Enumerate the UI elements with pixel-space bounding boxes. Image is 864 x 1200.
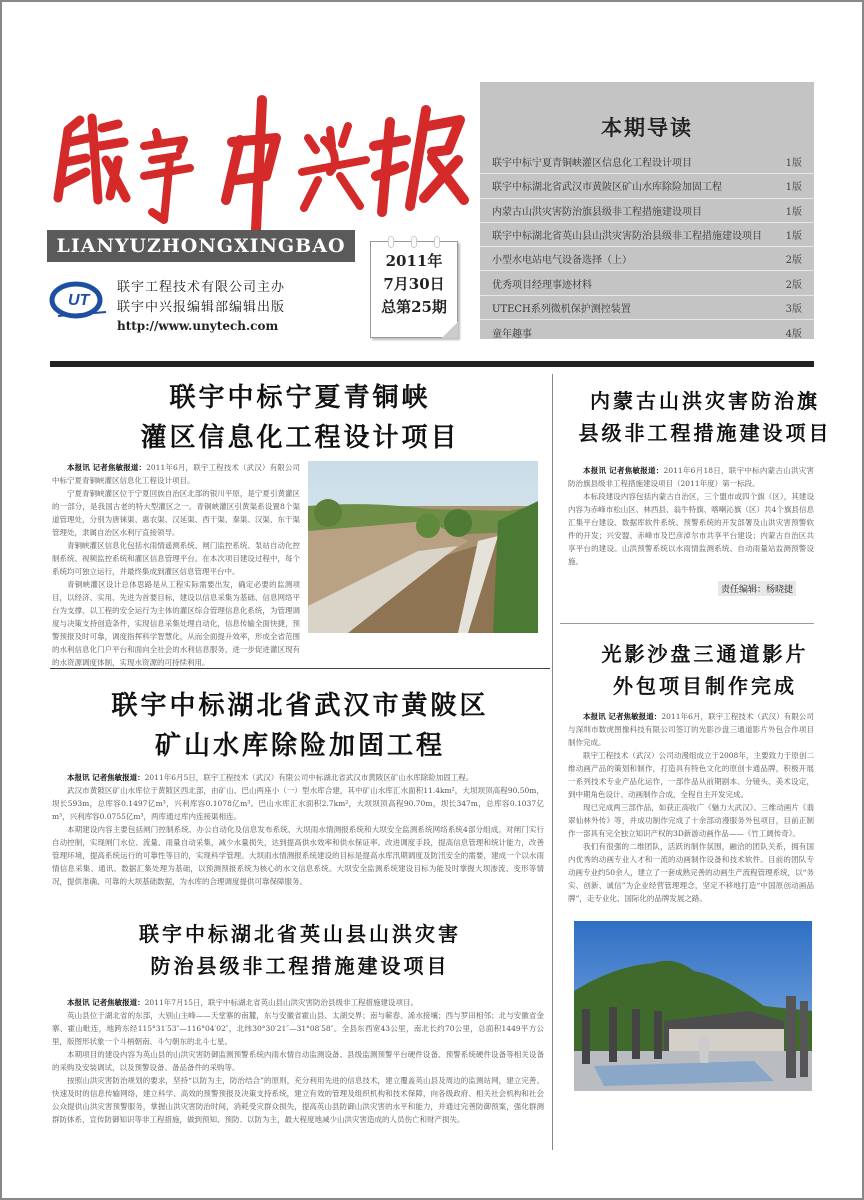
toc-item-page: 3版 bbox=[785, 303, 802, 315]
paragraph: 按照山洪灾害防治规划的要求，坚持“以防为主，防治结合”的原则，充分利用先进的信息技术，建立覆盖英山县及周边的监测站网，建立完善、快速及时的信息传输网络，建立科学、高效的预警预报及决策支持系统，建立有效的管理及组织机构和技术保障，向各级政府、相关社会机构和社会公众提供山洪灾害预警服务，掌握山洪灾害防治时间，消耗受灾群众损失，提高英山县防御山洪灾害的水平和能力，并通过完善防御预案，强化群测群防体系，宣传防御知识等非工程措施，做到预知、预防、以防为主，最大程度地减少山洪灾害造成的人员伤亡和财产损失。 bbox=[52, 1076, 544, 1124]
article-headline-yingshan[interactable] bbox=[50, 918, 550, 982]
issue-number: 总第25期 bbox=[381, 298, 447, 316]
paragraph: 我们有很强的二维团队，活跃的制作氛围，融洽的团队关系，拥有国内优秀的动画专业人才和一流的动画制作设备和技术软件。目前的团队专动画专业约50余人，建立了一套成熟完善的动画生产流程管理系统，以“务实、创新、诚信”为企业经营管理理念，坚定不移地打造“中国原创动画品牌”，走专业化、国际化的品牌发展之路。 bbox=[568, 842, 814, 903]
publisher-line-2: 联宇中兴报编辑部编辑出版 bbox=[117, 300, 286, 315]
paragraph: 2011年6月，联宇工程技术（武汉）有限公司与深圳市数虎图像科技有限公司签订的光影沙盘三通道影片外包合作项目制作完成。 bbox=[568, 712, 814, 747]
canal-image-icon bbox=[308, 461, 538, 633]
ut-logo-icon bbox=[48, 278, 112, 322]
irrigation-canal-photo bbox=[308, 461, 538, 633]
masthead-divider bbox=[50, 361, 814, 367]
article-lead: 本报讯 记者焦敏报道： bbox=[583, 466, 664, 475]
headline-line: 光影沙盘三通道影片 bbox=[601, 642, 809, 666]
article-headline-guangying[interactable] bbox=[560, 638, 850, 702]
headline-line: 防治县级非工程措施建设项目 bbox=[150, 954, 450, 978]
masthead-calligraphy-icon bbox=[40, 80, 470, 230]
paragraph: 英山县位于湖北省的东部，大别山主峰——天堂寨的南麓，东与安徽省霍山县、太湖交界；南与蕲春、浠水接壤；西与罗田相邻；北与安徽省金寨、霍山毗连，地跨东经115°31′53″—116°04′02″，北纬30°30′21″—31°08′58″。全县东西宽43公里，南北长约70公里，总面积1449平方公里，版图形状象一个斗柄朝南、斗勺朝东的北斗七星。 bbox=[52, 1011, 544, 1046]
paragraph: 现已完成两三部作品，如获正高收广《魅力大武汉》、三维动画片《翡翠仙林外传》等，并成功制作完成了十余部动漫服务外包项目，目前正制作一部具有完全独立知识产权的3D新游动画作品——《竹工阔传奇》。 bbox=[568, 803, 814, 838]
courtyard-image-icon bbox=[574, 921, 812, 1091]
headline-line: 外包项目制作完成 bbox=[613, 674, 797, 698]
toc-item-label: 联宇中标湖北省武汉市黄陂区矿山水库除险加固工程 bbox=[492, 182, 722, 194]
toc-item[interactable] bbox=[480, 247, 814, 271]
toc-item-label: 内蒙古山洪灾害防治旗县级非工程措施建设项目 bbox=[492, 206, 702, 218]
website-link[interactable]: http://www.unytech.com bbox=[117, 319, 279, 333]
toc-item-page: 1版 bbox=[785, 206, 802, 218]
article-headline-ningxia[interactable] bbox=[50, 378, 550, 458]
paragraph: 2011年6月18日，联宇中标内蒙古山洪灾害防治旗县级非工程措施建设项目（2011年度）第一标段。 bbox=[568, 466, 814, 488]
article-body-ningxia bbox=[52, 461, 300, 669]
paragraph: 2011年6月，联宇工程技术（武汉）有限公司中标宁夏青铜峡灌区信息化工程设计项目。 bbox=[52, 463, 300, 485]
toc-item-label: 联宇中标宁夏青铜峡灌区信息化工程设计项目 bbox=[492, 158, 692, 170]
calendar-rings-icon bbox=[371, 236, 457, 248]
headline-line: 县级非工程措施建设项目 bbox=[578, 421, 832, 445]
toc-item-label: 小型水电站电气设备选择（上） bbox=[492, 255, 632, 267]
toc-item-page: 2版 bbox=[785, 279, 802, 291]
headline-line: 内蒙古山洪灾害防治旗 bbox=[590, 389, 820, 413]
toc-item-page: 1版 bbox=[785, 231, 802, 243]
issue-date-card bbox=[370, 241, 458, 338]
article-headline-neimenggu[interactable] bbox=[560, 385, 850, 449]
article-lead: 本报讯 记者焦敏报道： bbox=[67, 463, 147, 472]
toc-item[interactable] bbox=[480, 174, 814, 198]
article-lead: 本报讯 记者焦敏报道： bbox=[67, 773, 145, 782]
table-of-contents bbox=[480, 82, 814, 339]
svg-text:UT: UT bbox=[68, 292, 90, 309]
publisher-line-1: 联宇工程技术有限公司主办 bbox=[117, 280, 286, 295]
sand-table-render-photo bbox=[574, 921, 812, 1091]
article-body-wuhan bbox=[52, 771, 544, 888]
article-body-guangying bbox=[568, 710, 814, 905]
paragraph: 本期建设内容主要包括闸门控制系统、办公自动化及信息发布系统、大坝雨水情测报系统和大坝安全监测系统网络系统4部分组成。对闸门实行自动控制，实现闸门水位、流量、雨量自动采集，减少水量损失，达到提高供水效率和供水保证率。改进调度手段，提高信息管理和统计能力，改善管理环境，提高系统运行的可靠性等目的，实现科学管理。大坝雨水情测报系统建设的目标是提高水库汛期调度及防汛安全的需要，建成一个以水雨情信息采集、通讯、数据汇集处理为基础，以预测预报系统为核心的水文信息系统。大坝安全监测系统建设目标为能及时掌握大坝渗流、变形等情况，提供准确、可靠的大坝基础数据，为水库的合理调度提供可靠保障服务。 bbox=[52, 825, 544, 886]
article-headline-wuhan[interactable] bbox=[50, 686, 550, 766]
company-logo bbox=[48, 278, 112, 322]
article-separator bbox=[50, 668, 550, 669]
headline-line: 矿山水库除险加固工程 bbox=[154, 731, 445, 761]
paragraph: 青铜峡灌区设计总体思路是从工程实际需要出发，确定必要的监测项目，以经济、实用、先进为首要目标，建设以信息采集为基础、信息网络平台为支撑、以工程的安全运行为主体的灌区综合管理信息化系统，为管理调度与决策支持创造条件，实现信息采集处理自动化，信息传输全面快捷，预警预报及时可靠，调度指挥科学智慧化，从而全面提升效率，形成全省范围的水利信息化门户平台和面向全社会的水利信息服务，进一步促进灌区现有的水资源调度体制，实现水资源的可持续利用。 bbox=[52, 580, 300, 667]
toc-item[interactable] bbox=[480, 150, 814, 174]
paragraph: 青铜峡灌区信息化包括水雨情遥测系统、闸门监控系统、泵站自动化控制系统、视频监控系统和灌区信息管理平台。在本次项目建设过程中，每个系统均可独立运行，并最终集成到灌区信息管理平台中。 bbox=[52, 541, 300, 576]
article-body-yingshan bbox=[52, 996, 544, 1126]
issue-year: 2011年 bbox=[385, 252, 443, 270]
paragraph: 联宇工程技术（武汉）公司动漫组成立于2008年，主要致力于原创二维动画产品的策划和制作，打造具有特色文化的原创卡通品牌，积极开展一系列技术专业产品化运作，一部作品从前期剧本、分镜头、美术设定，到中期角色设计、动画制作合成，全程自主开发完成。 bbox=[568, 751, 814, 799]
toc-item-page: 1版 bbox=[785, 182, 802, 194]
article-body-neimenggu bbox=[568, 464, 814, 568]
article-separator bbox=[560, 623, 814, 624]
paragraph: 武汉市黄陂区矿山水库位于黄陂区西北部，由矿山、巴山两座小（一）型水库合建，其中矿山水库汇水面积11.4km²，大坝坝顶高程90.50m，坝长593m，总库容0.1497亿m³，兴利库容0.1078亿m³。巴山水库汇水面积2.7km²，大坝坝顶高程90.70m，坝长347m，总库容0.1037亿m³，兴利库容0.0755亿m³，两库通过库内连接渠相连。 bbox=[52, 786, 544, 821]
toc-item-page: 4版 bbox=[785, 328, 802, 340]
toc-item-label: 童年趣事 bbox=[492, 328, 532, 340]
headline-line: 联宇中标湖北省英山县山洪灾害 bbox=[139, 922, 461, 946]
page-curl-icon bbox=[442, 322, 458, 338]
headline-line: 联宇中标宁夏青铜峡 bbox=[169, 383, 431, 413]
toc-item-page: 1版 bbox=[785, 158, 802, 170]
masthead-pinyin: LIANYUZHONGXINGBAO bbox=[47, 230, 355, 262]
toc-item[interactable] bbox=[480, 271, 814, 295]
toc-item-label: UTECH系列微机保护测控装置 bbox=[492, 303, 631, 315]
editor-credit: 责任编辑：杨晓捷 bbox=[718, 581, 796, 596]
headline-line: 联宇中标湖北省武汉市黄陂区 bbox=[111, 691, 489, 721]
toc-title: 本期导读 bbox=[601, 116, 693, 140]
paragraph: 本期项目的建设内容为英山县的山洪灾害防御监测预警系统内雨水情自动监测设备、县级监测预警平台硬件设备、预警系统硬件设备等相关设备的采购及安装调试，以及预警设备、备品备件的采购等。 bbox=[52, 1050, 544, 1072]
paragraph: 2011年6月5日，联宇工程技术（武汉）有限公司中标湖北省武汉市黄陂区矿山水库除险加固工程。 bbox=[144, 773, 474, 782]
issue-date: 7月30日 bbox=[383, 275, 445, 293]
toc-item[interactable] bbox=[480, 296, 814, 320]
toc-item[interactable] bbox=[480, 320, 814, 344]
paragraph: 2011年7月15日，联宇中标湖北省英山县山洪灾害防治县级非工程措施建设项目。 bbox=[144, 998, 419, 1007]
article-lead: 本报讯 记者焦敏报道： bbox=[67, 998, 145, 1007]
toc-item-label: 优秀项目经理事迹材料 bbox=[492, 279, 592, 291]
column-divider bbox=[552, 374, 553, 1150]
masthead-title bbox=[40, 80, 470, 230]
toc-item-label: 联宇中标湖北省英山县山洪灾害防治县级非工程措施建设项目 bbox=[492, 231, 762, 243]
headline-line: 灌区信息化工程设计项目 bbox=[140, 423, 460, 453]
toc-item[interactable] bbox=[480, 199, 814, 223]
article-lead: 本报讯 记者焦敏报道： bbox=[583, 712, 662, 721]
toc-item-page: 2版 bbox=[785, 255, 802, 267]
paragraph: 本标段建设内容包括内蒙古自治区，三个盟市或四个旗（区），其建设内容为赤峰市松山区、林西县、翁牛特旗、喀喇沁旗（区）共4个旗县信息汇集平台建设、数据库软件系统、预警系统的开发部署及山洪灾害预警软件的开发；兴安盟、赤峰市及巴彦淖尔市共享平台建设；内蒙古自治区共享平台的建设。山洪预警系统以水雨情监测系统、自动雨量站监测预警设施。 bbox=[568, 492, 814, 566]
paragraph: 宁夏青铜峡灌区位于宁夏回族自治区北部的银川平原，是宁夏引黄灌区的一部分，是我国古老的特大型灌区之一。青铜峡灌区引黄渠系设置8个渠道管理处，分别为唐徕渠、惠农渠、汉延渠、西干渠、秦渠、汉渠、东干渠管理处，隶属自治区水利厅直接领导。 bbox=[52, 489, 300, 537]
toc-item[interactable] bbox=[480, 223, 814, 247]
